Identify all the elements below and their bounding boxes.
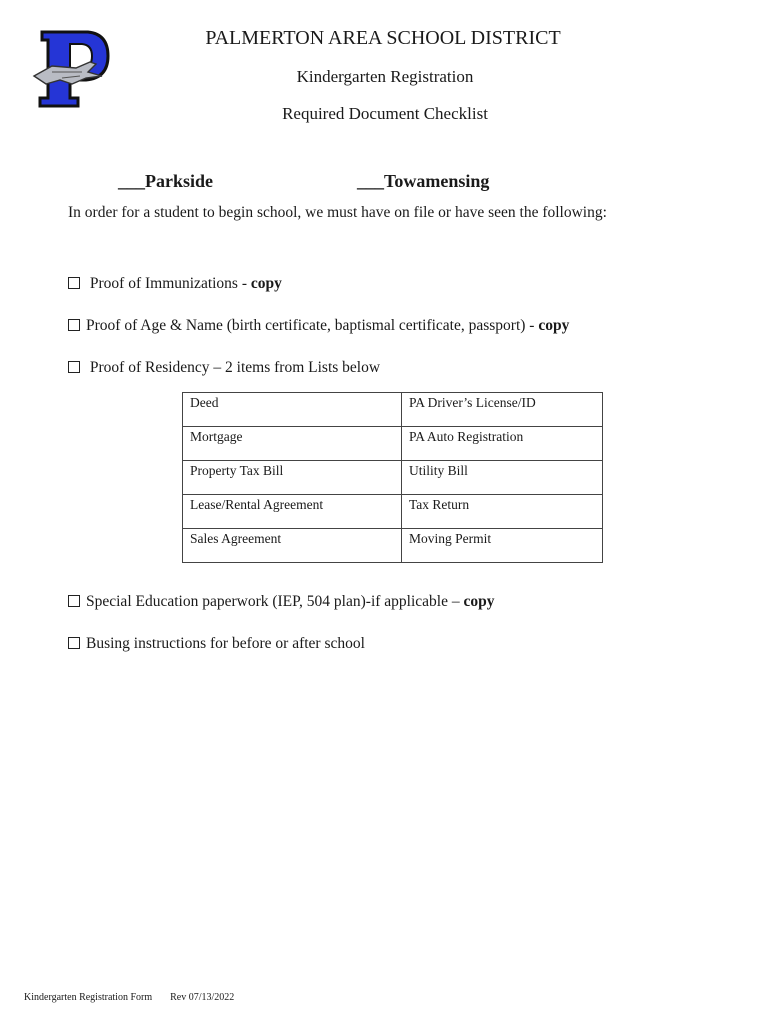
table-row [183,461,603,495]
table-cell: Utility Bill [402,461,603,495]
table-cell: PA Auto Registration [402,427,603,461]
table-row [183,529,603,563]
table-cell: Deed [183,393,402,427]
footer-revision: Rev 07/13/2022 [170,992,235,1003]
school-option-towamensing[interactable]: ___Towamensing [357,171,490,191]
table-cell: Property Tax Bill [183,461,402,495]
table-cell: Moving Permit [402,529,603,563]
checkbox-busing[interactable] [68,637,80,649]
checklist-item-age-name: Proof of Age & Name (birth certificate, baptismal certificate, passport) - copy [68,317,569,335]
table-row [183,495,603,529]
residency-table [182,392,603,563]
checkbox-residency[interactable] [68,361,80,373]
district-title: PALMERTON AREA SCHOOL DISTRICT [205,27,561,49]
footer-form-name: Kindergarten Registration Form [24,992,153,1003]
table-cell: Mortgage [183,427,402,461]
table-cell: Tax Return [402,495,603,529]
table-cell: Sales Agreement [183,529,402,563]
checkbox-immunizations[interactable] [68,277,80,289]
checkbox-special-ed[interactable] [68,595,80,607]
table-row [183,427,603,461]
footer [24,992,234,1003]
form-subtitle: Kindergarten Registration [296,67,474,86]
table-cell: PA Driver’s License/ID [402,393,603,427]
checklist-item-residency: Proof of Residency – 2 items from Lists below [68,359,380,377]
table-cell: Lease/Rental Agreement [183,495,402,529]
intro-text: In order for a student to begin school, we must have on file or have seen the following: [68,204,607,221]
school-option-parkside[interactable]: ___Parkside [118,171,214,191]
checkbox-age-name[interactable] [68,319,80,331]
checklist-title: Required Document Checklist [282,104,488,123]
table-row [183,393,603,427]
checklist-item-special-ed: Special Education paperwork (IEP, 504 plan)-if applicable – copy [68,593,494,611]
checklist-item-immunizations: Proof of Immunizations - copy [68,275,282,293]
checklist-item-busing: Busing instructions for before or after school [68,635,365,653]
